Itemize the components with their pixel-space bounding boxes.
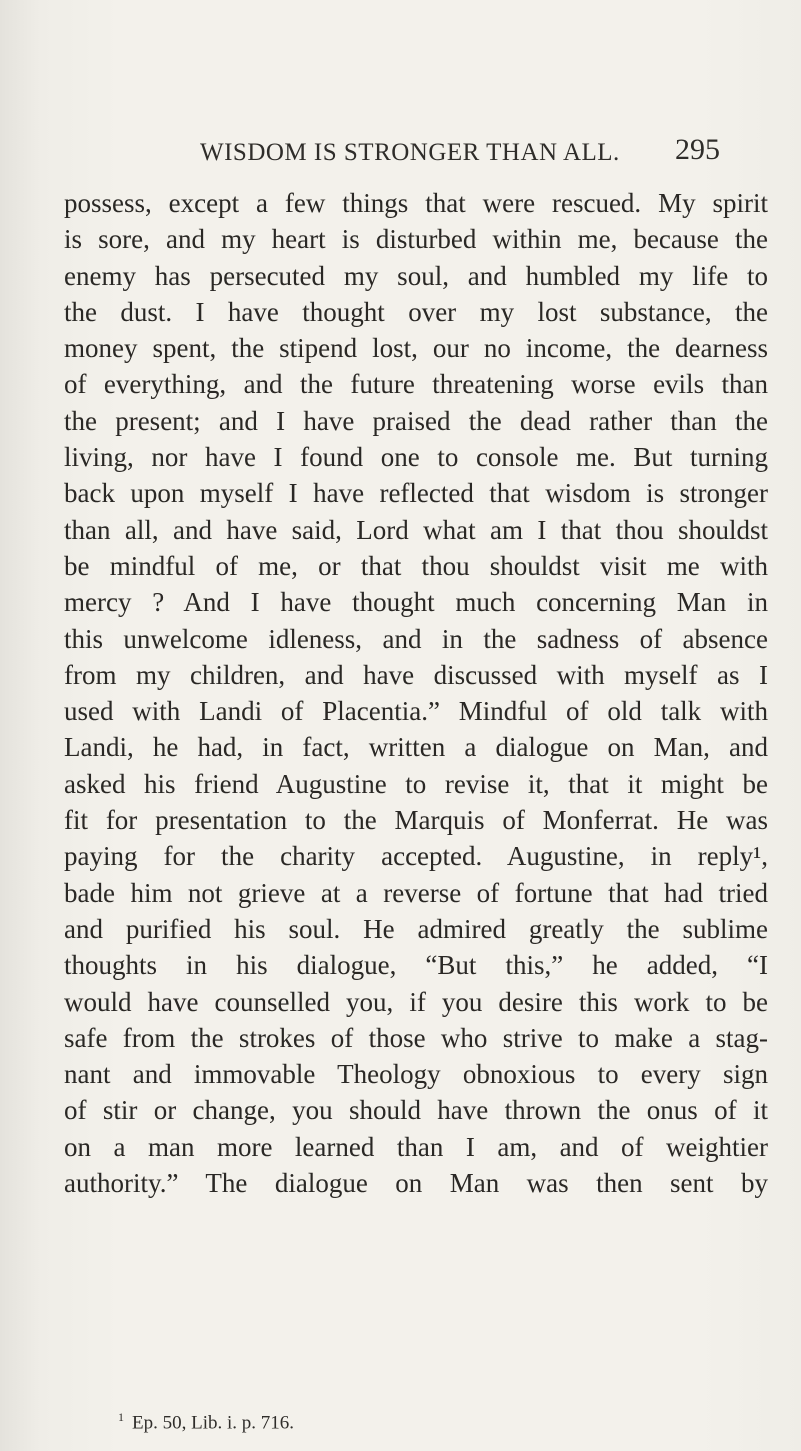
- text-line: authority.” The dialogue on Man was then sent by: [64, 1168, 768, 1199]
- text-line: bade him not grieve at a reverse of fortune that had tried: [64, 877, 768, 908]
- footnote: [118, 1410, 294, 1434]
- text-line: on a man more learned than I am, and of weightier: [64, 1131, 768, 1162]
- text-line: thoughts in his dialogue, “But this,” he added, “I: [64, 950, 768, 981]
- text-line: of stir or change, you should have thrown the onus of it: [64, 1095, 768, 1126]
- page-number: 295: [675, 133, 720, 166]
- text-line: living, nor have I found one to console me. But turning: [64, 442, 768, 473]
- text-line: this unwelcome idleness, and in the sadness of absence: [64, 623, 768, 654]
- text-line: from my children, and have discussed with myself as I: [64, 659, 768, 690]
- text-line: paying for the charity accepted. Augustine, in reply¹,: [64, 841, 768, 872]
- running-title: WISDOM IS STRONGER THAN ALL.: [200, 139, 620, 166]
- text-line: nant and immovable Theology obnoxious to every sign: [64, 1059, 768, 1090]
- text-line: than all, and have said, Lord what am I that thou shouldst: [64, 514, 768, 545]
- text-line: asked his friend Augustine to revise it, that it might be: [64, 768, 768, 799]
- text-line: of everything, and the future threatening worse evils than: [64, 369, 768, 400]
- footnote-marker: 1: [118, 1410, 124, 1424]
- footnote-text: Ep. 50, Lib. i. p. 716.: [132, 1412, 295, 1434]
- text-line: fit for presentation to the Marquis of Monferrat. He was: [64, 805, 768, 836]
- text-line: Landi, he had, in fact, written a dialogue on Man, and: [64, 732, 768, 763]
- text-line: mercy ? And I have thought much concerning Man in: [64, 587, 768, 618]
- page-header: [200, 133, 720, 173]
- text-line: the present; and I have praised the dead rather than the: [64, 405, 768, 436]
- body-text: [64, 185, 768, 1201]
- text-line: is sore, and my heart is disturbed within me, because the: [64, 224, 768, 255]
- text-line: and purified his soul. He admired greatly the sublime: [64, 913, 768, 944]
- text-line: back upon myself I have reflected that wisdom is stronger: [64, 478, 768, 509]
- text-line: be mindful of me, or that thou shouldst visit me with: [64, 550, 768, 581]
- text-line: safe from the strokes of those who strive to make a stag-: [64, 1022, 768, 1053]
- text-line: money spent, the stipend lost, our no income, the dearness: [64, 333, 768, 364]
- text-line: the dust. I have thought over my lost substance, the: [64, 296, 768, 327]
- text-line: possess, except a few things that were rescued. My spirit: [64, 188, 768, 218]
- text-line: enemy has persecuted my soul, and humbled my life to: [64, 260, 768, 291]
- text-line: used with Landi of Placentia.” Mindful of old talk with: [64, 696, 768, 727]
- text-line: would have counselled you, if you desire this work to be: [64, 986, 768, 1017]
